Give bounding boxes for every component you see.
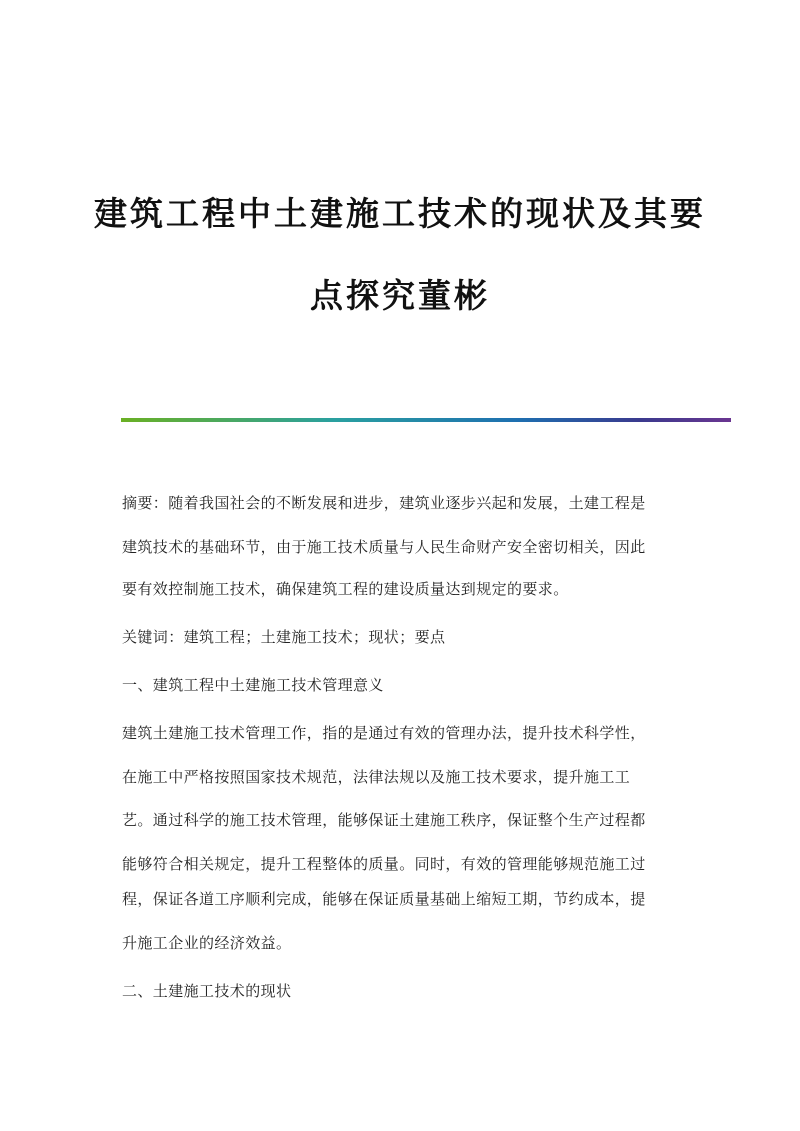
section-1-line-5: 程，保证各道工序顺利完成，能够在保证质量基础上缩短工期，节约成本，提	[122, 890, 646, 908]
abstract-line-3: 要有效控制施工技术，确保建筑工程的建设质量达到规定的要求。	[122, 580, 569, 598]
keywords-line: 关键词：建筑工程；土建施工技术；现状；要点	[122, 628, 446, 646]
section-1-line-1: 建筑土建施工技术管理工作，指的是通过有效的管理办法，提升技术科学性，	[122, 724, 646, 742]
section-1-line-2: 在施工中严格按照国家技术规范，法律法规以及施工技术要求，提升施工工	[122, 768, 631, 786]
document-title-line-2: 点探究董彬	[310, 276, 490, 315]
section-2-heading: 二、土建施工技术的现状	[122, 982, 292, 1000]
section-1-line-3: 艺。通过科学的施工技术管理，能够保证土建施工秩序，保证整个生产过程都	[122, 811, 646, 829]
section-1-line-4: 能够符合相关规定，提升工程整体的质量。同时，有效的管理能够规范施工过	[122, 855, 646, 873]
section-1-heading: 一、建筑工程中土建施工技术管理意义	[122, 676, 384, 694]
abstract-line-2: 建筑技术的基础环节，由于施工技术质量与人民生命财产安全密切相关，因此	[122, 538, 646, 556]
document-title-line-1: 建筑工程中土建施工技术的现状及其要	[94, 194, 706, 233]
section-1-line-6: 升施工企业的经济效益。	[122, 934, 292, 952]
abstract-line-1: 摘要：随着我国社会的不断发展和进步，建筑业逐步兴起和发展，土建工程是	[122, 494, 646, 512]
gradient-divider	[121, 418, 731, 422]
